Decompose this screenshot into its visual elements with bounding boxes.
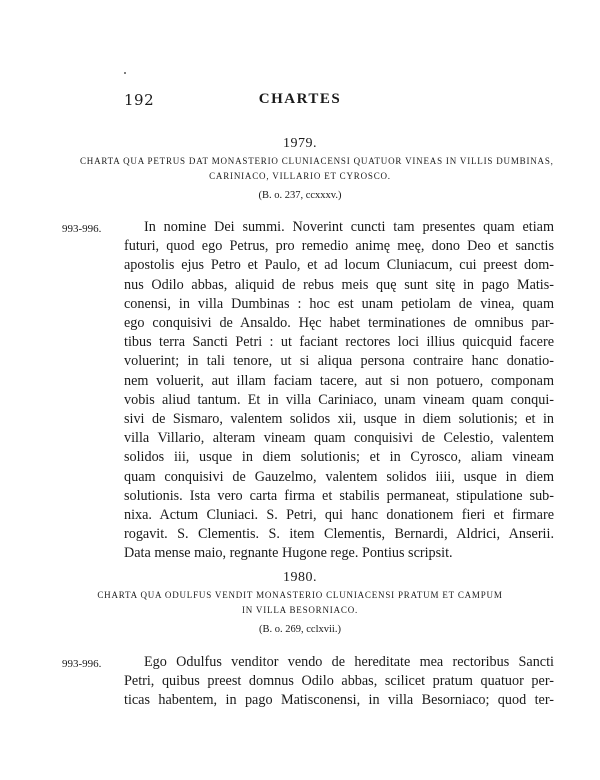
text-line: In nomine Dei summi. Noverint cuncti tam presentes quam etiam <box>144 219 554 235</box>
charter-number: 1979. <box>283 136 317 151</box>
text-line: solutionis. Ista vero carta firma et stabilis permaneat, stipulatione sub- <box>124 487 554 504</box>
charter-title-line: CARINIACO, VILLARIO ET CYROSCO. <box>209 171 391 181</box>
page-number: 192 <box>124 91 155 109</box>
running-title: CHARTES <box>258 91 342 107</box>
charter-source: (B. o. 269, cclxvii.) <box>259 624 341 635</box>
charter-title-line: CHARTA QUA PETRUS DAT MONASTERIO CLUNIACENSI QUATUOR VINEAS IN VILLIS DUMBINAS, <box>80 156 554 166</box>
page-speck <box>124 72 126 74</box>
text-line: villa Villario, alteram vineam quam conquisivi de Celestio, valentem <box>124 430 554 447</box>
text-line: quam conquisivi de Gauzelmo, valentem solidos iiii, usque in diem <box>124 468 554 485</box>
text-line: nem voluerit, aut illam faciam tacere, aut si non potuero, componam <box>124 372 554 389</box>
charter-1979-text <box>124 218 554 564</box>
text-line: Petri, quibus preest domnus Odilo abbas, scilicet pratum quatuor per- <box>124 673 554 690</box>
text-line: conensi, in villa Dumbinas : hoc est unam petiolam de vinea, quam <box>124 295 554 312</box>
charter-title <box>0 154 600 184</box>
text-line: ego conquisivi de Ansaldo. Hęc habet terminationes de omnibus par- <box>124 315 554 332</box>
text-line: apostolis ejus Petro et Paulo, et ad locum Cluniacum, cui preest dom- <box>124 257 554 274</box>
charter-title-line: CHARTA QUA ODULFUS VENDIT MONASTERIO CLUNIACENSI PRATUM ET CAMPUM <box>97 590 503 600</box>
text-line: tibus terra Sancti Petri : ut faciant rectores loci illius quicquid facere <box>124 334 554 351</box>
charter-source: (B. o. 237, ccxxxv.) <box>258 190 342 201</box>
text-line: futuri, quod ego Petrus, pro remedio animę meę, dono Deo et sanctis <box>124 238 554 255</box>
charter-1979-heading <box>0 136 600 201</box>
text-line: solidos iii, usque in diem solutionis; et in Cyrosco, aliam vineam <box>124 449 554 466</box>
charter-number: 1980. <box>283 570 317 585</box>
charter-title-line: IN VILLA BESORNIACO. <box>241 605 359 615</box>
charter-title <box>0 588 600 618</box>
text-line: Ego Odulfus venditor vendo de hereditate mea rectoribus Sancti <box>144 654 554 670</box>
text-line: rogavit. S. Clementis. S. item Clementis, Bernardi, Aldrici, Anserii. <box>124 526 554 543</box>
charter-1980-heading <box>0 570 600 635</box>
text-line: voluerint; in tali tenore, ut si aliqua persona contraire hanc donatio- <box>124 353 554 370</box>
charter-date: 993-996. <box>62 223 102 235</box>
text-line: nixa. Actum Cluniaci. S. Petri, qui hanc donationem fieri et firmare <box>124 507 554 524</box>
charter-1980-text <box>124 653 554 711</box>
running-header <box>0 91 600 111</box>
text-line: Data mense maio, regnante Hugone rege. Pontius scripsit. <box>124 545 453 562</box>
text-line: ticas habentem, in pago Matisconensi, in villa Besorniaco; quod ter- <box>124 692 554 709</box>
charter-date: 993-996. <box>62 658 102 670</box>
text-line: vobis aliud tantum. Et in villa Cariniaco, unam vineam quam conqui- <box>124 391 554 408</box>
text-line: sivi de Sismaro, valentem solidos xii, usque in diem solutionis; et in <box>124 411 554 428</box>
text-line: nus Odilo abbas, aliquid de rebus meis quę sunt sitę in pago Matis- <box>124 276 554 293</box>
